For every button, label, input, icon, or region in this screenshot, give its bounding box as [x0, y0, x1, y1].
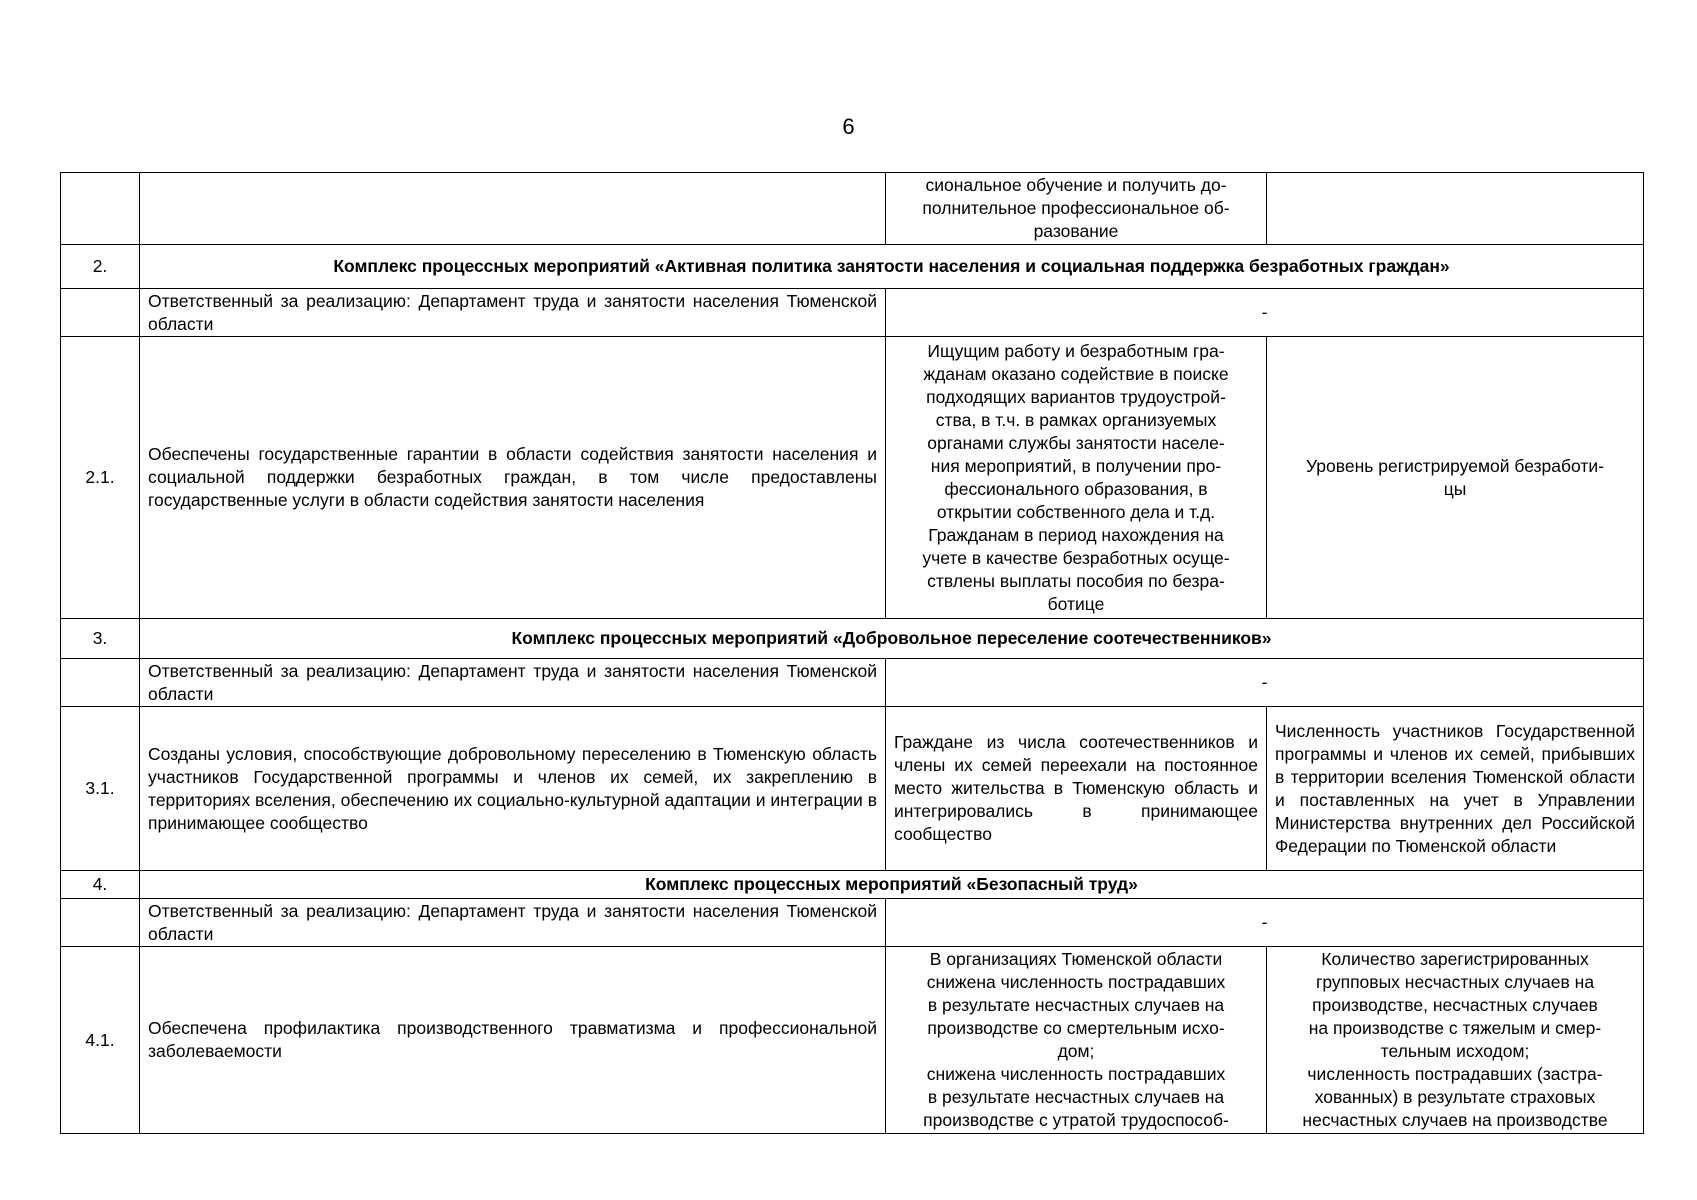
section-number: 3. [61, 619, 140, 659]
responsible-cell: Ответственный за реализацию: Департамент труда и занятости населения Тюменской области [140, 659, 886, 707]
indicator-cell [1267, 173, 1644, 245]
section-row [61, 871, 1644, 899]
responsible-cell: Ответственный за реализацию: Департамент труда и занятости населения Тюменской области [140, 899, 886, 947]
task-cell: Обеспечена профилактика производственного травматизма и профессиональной заболеваемости [140, 947, 886, 1134]
indicator-cell: Количество зарегистрированных групповых несчастных случаев на производстве, несчастных случаев на производстве с тяжелым и смер- тельным исходом; численность пострадавших (застра- хованных) в результате страховых несчастных случаев на производстве [1267, 947, 1644, 1134]
row-number [61, 173, 140, 245]
dash-cell: - [886, 289, 1644, 337]
table-row [61, 707, 1644, 871]
section-title: Комплекс процессных мероприятий «Активная политика занятости населения и социальная поддержка безработных граждан» [140, 245, 1644, 289]
responsible-row [61, 289, 1644, 337]
table-row [61, 947, 1644, 1134]
task-cell: Созданы условия, способствующие добровольному переселению в Тюменскую область участников Государственной программы и членов их семей, их закреплению в территориях вселения, обеспечению их социально-культурной адаптации и интеграции в принимающее сообщество [140, 707, 886, 871]
task-cell [140, 173, 886, 245]
row-number: 4.1. [61, 947, 140, 1134]
section-row [61, 245, 1644, 289]
row-number: 2.1. [61, 337, 140, 619]
result-cell: Граждане из числа соотечественников и члены их семей переехали на постоянное место жительства в Тюменскую область и интегрировались в принимающее сообщество [886, 707, 1267, 871]
task-cell: Обеспечены государственные гарантии в области содействия занятости населения и социальной поддержки безработных граждан, в том числе предоставлены государственные услуги в области содействия занятости населения [140, 337, 886, 619]
result-cell: Ищущим работу и безработным гра- жданам оказано содействие в поиске подходящих вариантов трудоустрой- ства, в т.ч. в рамках организуемых органами службы занятости населе- ния мероприятий, в получении про- фессионального образования, в открытии собственного дела и т.д. Гражданам в период нахождения на учете в качестве безработных осуще- ствлены выплаты пособия по безра- ботице [886, 337, 1267, 619]
dash-cell: - [886, 659, 1644, 707]
responsible-cell: Ответственный за реализацию: Департамент труда и занятости населения Тюменской области [140, 289, 886, 337]
row-number [61, 289, 140, 337]
indicator-cell: Численность участников Государственной программы и членов их семей, прибывших в территории вселения Тюменской области и поставленных на учет в Управлении Министерства внутренних дел Российской Федерации по Тюменской области [1267, 707, 1644, 871]
indicator-cell: Уровень регистрируемой безработи- цы [1267, 337, 1644, 619]
row-number [61, 659, 140, 707]
section-title: Комплекс процессных мероприятий «Безопасный труд» [140, 871, 1644, 899]
responsible-row [61, 899, 1644, 947]
row-number [61, 899, 140, 947]
responsible-row [61, 659, 1644, 707]
table-row [61, 173, 1644, 245]
table-row [61, 337, 1644, 619]
result-cell: сиональное обучение и получить до- полнительное профессиональное об- разование [886, 173, 1267, 245]
dash-cell: - [886, 899, 1644, 947]
section-row [61, 619, 1644, 659]
row-number: 3.1. [61, 707, 140, 871]
page-number: 6 [842, 114, 855, 139]
section-number: 2. [61, 245, 140, 289]
section-title: Комплекс процессных мероприятий «Добровольное переселение соотечественников» [140, 619, 1644, 659]
section-number: 4. [61, 871, 140, 899]
program-table [60, 172, 1644, 1134]
result-cell: В организациях Тюменской области снижена численность пострадавших в результате несчастных случаев на производстве со смертельным исхо- дом; снижена численность пострадавших в результате несчастных случаев на производстве с утратой трудоспособ- [886, 947, 1267, 1134]
